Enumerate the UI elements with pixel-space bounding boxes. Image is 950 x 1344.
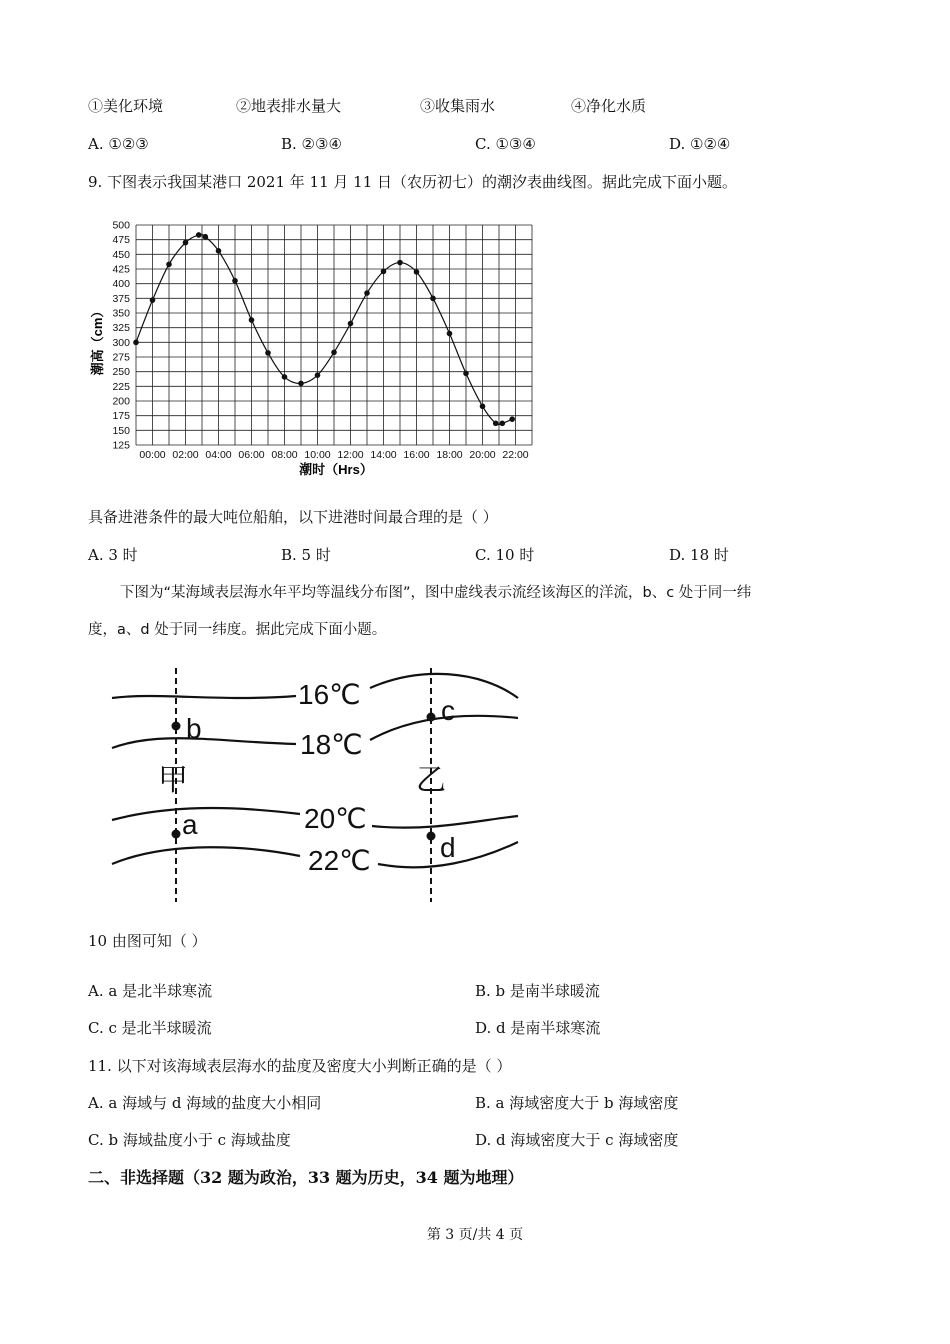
tide-data-point [298, 381, 304, 387]
point-b-label: b [186, 713, 202, 744]
point-c-label: c [441, 695, 455, 726]
page-footer: 第 3 页/共 4 页 [426, 1227, 524, 1243]
x-tick-label: 18:00 [436, 449, 463, 461]
point-c-dot [427, 713, 436, 722]
intro-line-1: 下图为“某海域表层海水年平均等温线分布图”，图中虚线表示流经该海区的洋流，b、c 处于同一纬 [120, 585, 752, 601]
tide-data-point [265, 350, 271, 356]
tide-data-point [249, 317, 255, 323]
tide-data-point [414, 269, 420, 275]
q8-item-3: ③收集雨水 [420, 97, 496, 115]
q8-option-c: C. ①③④ [475, 135, 536, 153]
current-yi-label: 乙 [416, 764, 446, 797]
y-tick-label: 200 [112, 395, 130, 408]
y-tick-label: 250 [112, 366, 130, 379]
isotherm-label-22: 22℃ [308, 845, 371, 876]
tide-data-point [348, 321, 354, 327]
q9-option-b: B. 5 时 [281, 546, 331, 564]
x-tick-label: 04:00 [205, 449, 232, 461]
q9-option-a: A. 3 时 [88, 546, 138, 564]
tide-data-point [397, 260, 403, 266]
tide-data-point [447, 331, 453, 337]
q10-option-a: A. a 是北半球寒流 [88, 982, 213, 1000]
q11-option-c: C. b 海域盐度小于 c 海域盐度 [88, 1131, 291, 1149]
x-tick-label: 10:00 [304, 449, 331, 461]
q8-option-a: A. ①②③ [88, 135, 149, 153]
tide-data-point [196, 232, 202, 238]
y-tick-label: 475 [112, 234, 130, 247]
y-tick-label: 425 [112, 263, 130, 276]
y-tick-label: 225 [112, 380, 130, 393]
y-tick-label: 300 [112, 336, 130, 349]
tide-data-point [216, 248, 222, 254]
q8-item-2: ②地表排水量大 [236, 97, 342, 115]
q10-option-b: B. b 是南半球暖流 [475, 982, 600, 1000]
y-tick-label: 500 [112, 219, 130, 232]
x-tick-label: 16:00 [403, 449, 430, 461]
q8-option-b: B. ②③④ [281, 135, 342, 153]
section-2-heading: 二、非选择题（32 题为政治，33 题为历史，34 题为地理） [88, 1168, 524, 1187]
q9-option-c: C. 10 时 [475, 546, 535, 564]
x-tick-label: 20:00 [469, 449, 496, 461]
y-tick-label: 125 [112, 439, 130, 452]
y-tick-label: 375 [112, 292, 130, 305]
y-tick-label: 325 [112, 322, 130, 335]
q10-option-c: C. c 是北半球暖流 [88, 1019, 212, 1037]
tide-data-point [166, 262, 172, 268]
current-jia-label: 甲 [158, 764, 188, 797]
tide-data-point [232, 278, 238, 284]
isotherm-map [100, 660, 530, 908]
tide-data-point [364, 290, 370, 296]
q8-option-d: D. ①②④ [669, 135, 731, 153]
point-a-dot [172, 830, 181, 839]
x-tick-label: 08:00 [271, 449, 298, 461]
q11-option-a: A. a 海域与 d 海域的盐度大小相同 [88, 1094, 322, 1112]
q11-stem: 11. 以下对该海域表层海水的盐度及密度大小判断正确的是（ ） [88, 1057, 512, 1075]
tide-data-point [509, 416, 515, 422]
tide-chart [88, 212, 548, 484]
y-tick-label: 350 [112, 307, 130, 320]
tide-data-point [282, 374, 288, 380]
point-d-dot [427, 832, 436, 841]
q9-option-d: D. 18 时 [669, 546, 729, 564]
q8-item-1: ①美化环境 [88, 97, 164, 115]
y-tick-label: 400 [112, 278, 130, 291]
x-tick-label: 22:00 [502, 449, 529, 461]
isotherm-label-18: 18℃ [300, 729, 363, 760]
y-tick-label: 150 [112, 424, 130, 437]
q10-option-d: D. d 是南半球寒流 [475, 1019, 601, 1037]
tide-data-point [331, 350, 337, 356]
q10-stem: 10 由图可知（ ） [88, 932, 207, 950]
isotherm-label-20: 20℃ [304, 803, 367, 834]
tide-data-point [381, 269, 387, 275]
y-tick-label: 275 [112, 351, 130, 364]
tide-data-point [463, 371, 469, 377]
point-a-label: a [182, 809, 198, 840]
x-axis-label: 潮时（Hrs） [299, 462, 373, 477]
intro-line-2: 度，a、d 处于同一纬度。据此完成下面小题。 [88, 622, 387, 638]
x-tick-label: 14:00 [370, 449, 397, 461]
tide-data-point [203, 234, 209, 240]
q11-option-d: D. d 海域密度大于 c 海域密度 [475, 1131, 679, 1149]
tide-data-point [430, 296, 436, 302]
q8-item-4: ④净化水质 [571, 97, 647, 115]
point-b-dot [172, 722, 181, 731]
tide-data-point [500, 420, 506, 426]
x-tick-label: 02:00 [172, 449, 199, 461]
tide-data-point [150, 297, 156, 303]
point-d-label: d [440, 832, 456, 863]
y-axis-label: 潮高（cm） [90, 304, 105, 376]
isotherm-label-16: 16℃ [298, 679, 361, 710]
x-tick-label: 06:00 [238, 449, 265, 461]
tide-curve [136, 234, 512, 424]
q9-stem: 9. 下图表示我国某港口 2021 年 11 月 11 日（农历初七）的潮汐表曲线图。据此完成下面小题。 [88, 173, 738, 191]
tide-data-point [493, 420, 499, 426]
y-tick-label: 175 [112, 410, 130, 423]
x-tick-label: 12:00 [337, 449, 364, 461]
x-tick-label: 00:00 [139, 449, 166, 461]
y-tick-label: 450 [112, 248, 130, 261]
q9-question: 具备进港条件的最大吨位船舶，以下进港时间最合理的是（ ） [88, 508, 498, 526]
q11-option-b: B. a 海域密度大于 b 海域密度 [475, 1094, 679, 1112]
tide-data-point [315, 372, 321, 378]
tide-data-point [183, 240, 189, 246]
tide-data-point [480, 403, 486, 409]
tide-data-point [133, 340, 139, 346]
